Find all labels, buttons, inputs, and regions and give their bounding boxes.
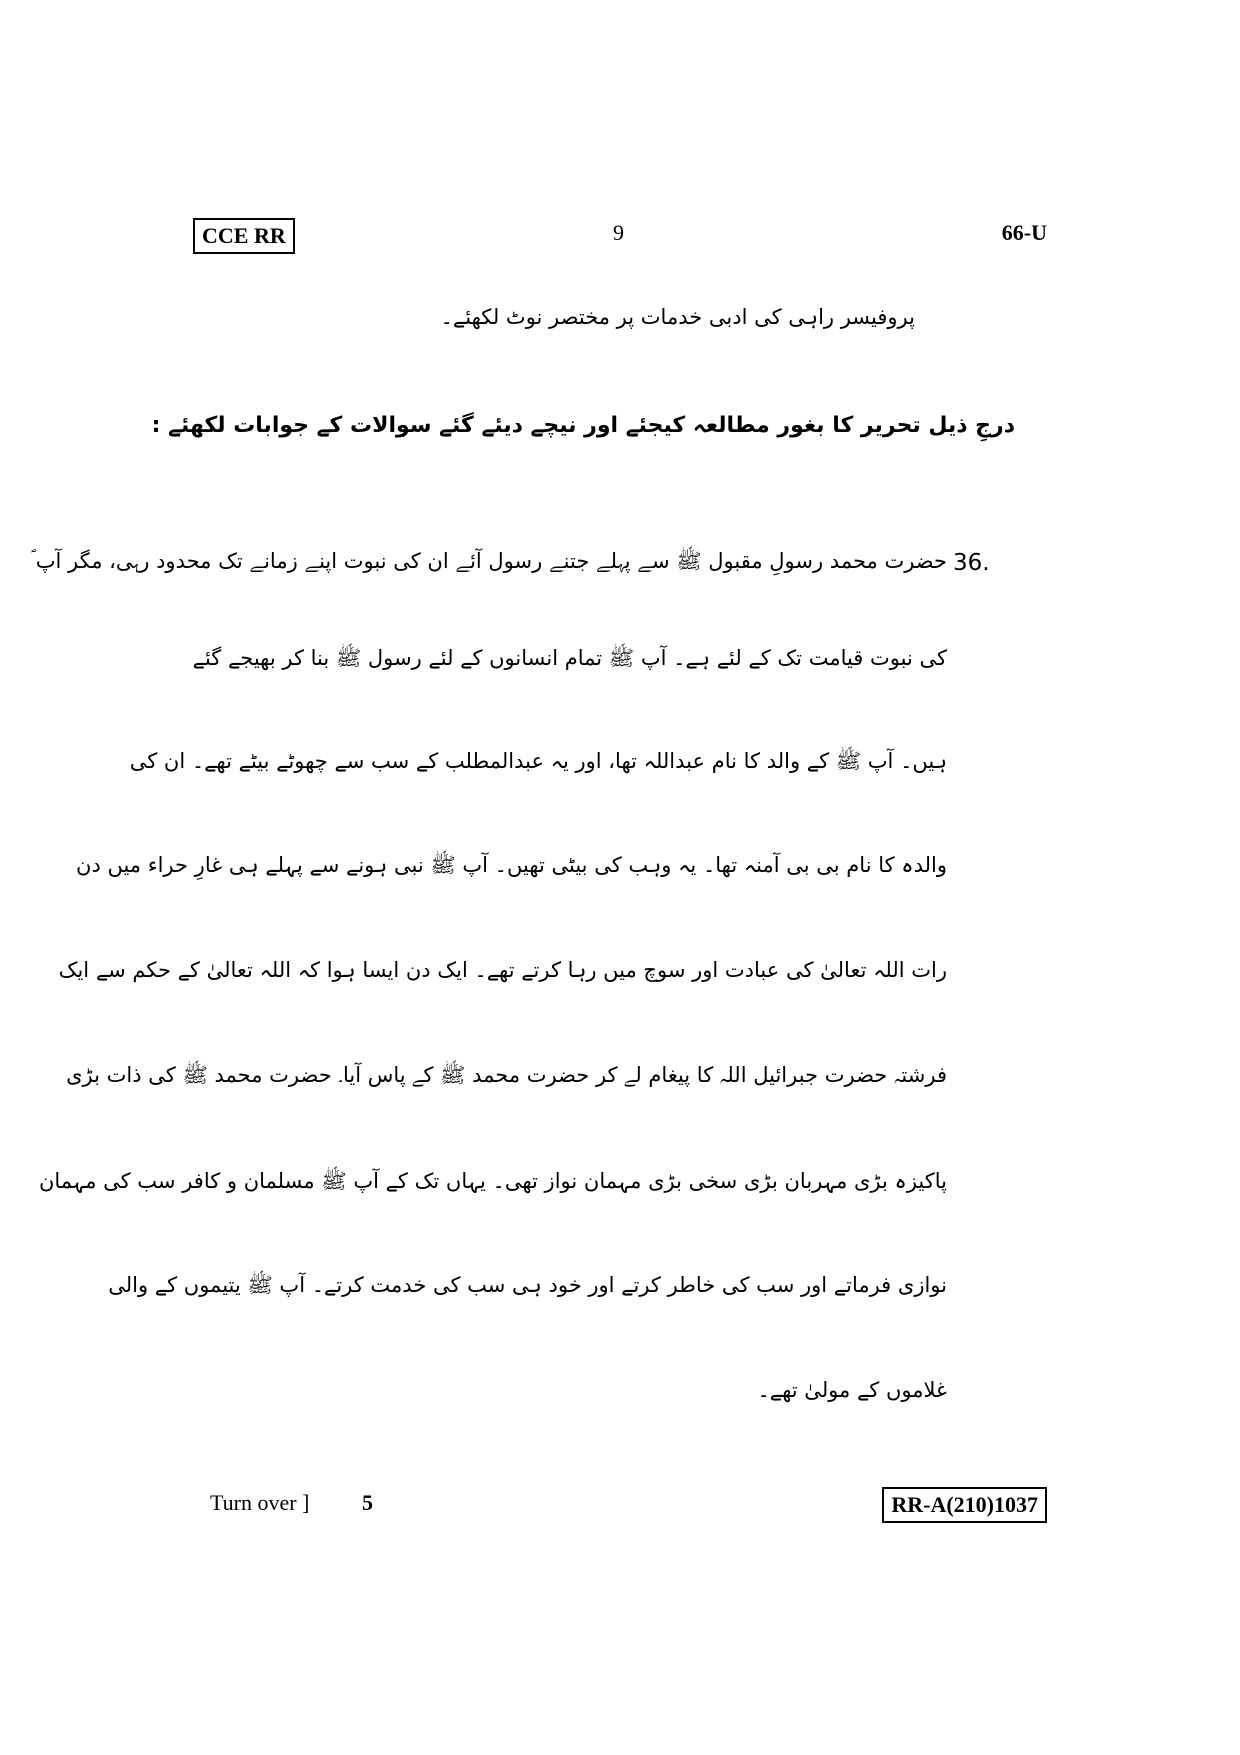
- paragraph-line: رات اللہ تعالیٰ کی عبادت اور سوچ میں رہا کرتے تھے۔ ایک دن ایسا ہوا کہ اللہ تعالیٰ کے حکم سے ایک: [58, 958, 947, 982]
- paragraph-line: ہیں۔ آپ ﷺ کے والد کا نام عبداللہ تھا، اور یہ عبدالمطلب کے سب سے چھوٹے بیٹے تھے۔ ان کی: [129, 749, 947, 773]
- paragraph-line: حضرت محمد رسولِ مقبول ﷺ سے پہلے جتنے رسول آئے ان کی نبوت اپنے زمانے تک محدود رہی، مگر آپ ؐ: [30, 549, 947, 573]
- header-code-box: CCE RR: [193, 218, 295, 254]
- section-instruction: درجِ ذیل تحریر کا بغور مطالعہ کیجئے اور نیچے دیئے گئے سوالات کے جوابات لکھئے :: [151, 413, 1015, 438]
- question-number: 36.: [953, 550, 990, 576]
- turn-over-label: Turn over ]: [210, 1490, 310, 1515]
- question-35-text: پروفیسر راہی کی ادبی خدمات پر مختصر نوٹ لکھئے۔: [440, 305, 915, 329]
- paragraph-line: پاکیزہ بڑی مہربان بڑی سخی بڑی مہمان نواز تھی۔ یہاں تک کے آپ ﷺ مسلمان و کافر سب کی مہمان: [38, 1169, 947, 1193]
- footer-code-box: RR-A(210)1037: [882, 1487, 1047, 1523]
- paragraph-line: نوازی فرماتے اور سب کی خاطر کرتے اور خود ہی سب کی خدمت کرتے۔ آپ ﷺ یتیموں کے والی: [108, 1273, 947, 1297]
- page-number: 9: [613, 220, 624, 245]
- paragraph-line: غلاموں کے مولیٰ تھے۔: [757, 1378, 947, 1402]
- paragraph-line: کی نبوت قیامت تک کے لئے ہے۔ آپ ﷺ تمام انسانوں کے لئے رسول ﷺ بنا کر بھیجے گئے: [192, 646, 947, 670]
- paragraph-line: فرشتہ حضرت جبرائیل اللہ کا پیغام لے کر حضرت محمد ﷺ کے پاس آیا۔ حضرت محمد ﷺ کی ذات بڑی: [66, 1063, 947, 1087]
- paragraph-line: والدہ کا نام بی بی آمنہ تھا۔ یہ وہب کی بیٹی تھیں۔ آپ ﷺ نبی ہونے سے پہلے ہی غارِ حراء میں دن: [76, 853, 947, 877]
- footer-number: 5: [362, 1490, 373, 1515]
- paper-code: 66-U: [1001, 220, 1047, 245]
